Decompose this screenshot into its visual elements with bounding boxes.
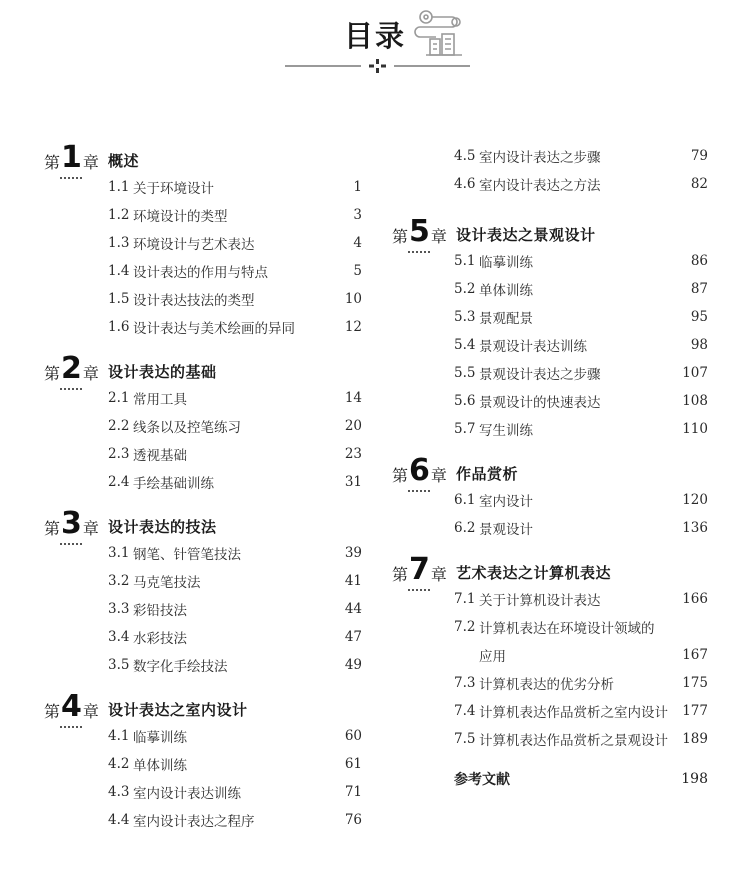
entry-title: 室内设计表达之步骤 bbox=[479, 150, 601, 166]
chapter-title: 概述 bbox=[108, 152, 140, 170]
entry-number: 3.5 bbox=[108, 657, 130, 673]
entry-page: 49 bbox=[344, 657, 362, 673]
entry-title: 应用 bbox=[479, 649, 506, 665]
toc-entry[interactable] bbox=[44, 750, 362, 778]
entry-title: 关于环境设计 bbox=[133, 181, 214, 197]
toc-entry[interactable] bbox=[392, 247, 708, 275]
entry-page: 189 bbox=[682, 731, 708, 747]
entry-page: 60 bbox=[344, 728, 362, 744]
chapter-prefix: 第 bbox=[392, 565, 409, 584]
entry-page: 44 bbox=[344, 601, 362, 617]
entry-number: 1.1 bbox=[108, 179, 130, 195]
entry-number: 3.4 bbox=[108, 629, 130, 645]
toc-entry[interactable] bbox=[44, 257, 362, 285]
chapter-prefix: 第 bbox=[392, 466, 409, 485]
chapter-title: 设计表达的技法 bbox=[108, 518, 217, 536]
toc-entry[interactable] bbox=[392, 641, 708, 669]
entry-number: 5.5 bbox=[454, 365, 476, 381]
toc-entry[interactable] bbox=[44, 468, 362, 496]
entry-title: 设计表达的作用与特点 bbox=[133, 265, 268, 281]
toc-entry[interactable] bbox=[392, 613, 708, 641]
entry-number: 1.6 bbox=[108, 319, 130, 335]
entry-page: 177 bbox=[682, 703, 708, 719]
entry-number: 7.2 bbox=[454, 619, 476, 635]
entry-title: 计算机表达作品赏析之室内设计 bbox=[479, 705, 668, 721]
entry-title: 景观设计表达训练 bbox=[479, 339, 587, 355]
chapter-number-label bbox=[44, 140, 108, 175]
chapter-heading[interactable] bbox=[392, 552, 708, 585]
chapter-number: 6 bbox=[409, 453, 430, 488]
toc-entry[interactable] bbox=[392, 415, 708, 443]
entry-title: 彩铅技法 bbox=[133, 603, 187, 619]
entry-page: 4 bbox=[353, 235, 362, 251]
entry-page: 98 bbox=[690, 337, 708, 353]
references-entry[interactable] bbox=[392, 765, 708, 793]
chapter-suffix: 章 bbox=[82, 519, 99, 538]
entry-title: 临摹训练 bbox=[479, 255, 533, 271]
toc-entry[interactable] bbox=[392, 303, 708, 331]
toc-entry[interactable] bbox=[44, 539, 362, 567]
toc-entry[interactable] bbox=[44, 567, 362, 595]
entry-page: 5 bbox=[353, 263, 362, 279]
chapter-heading[interactable] bbox=[392, 453, 708, 486]
chapter-dots bbox=[408, 490, 430, 492]
entry-page: 95 bbox=[690, 309, 708, 325]
chapter-3 bbox=[44, 506, 362, 679]
entry-title: 数字化手绘技法 bbox=[133, 659, 228, 675]
chapter-6 bbox=[392, 453, 708, 542]
entry-page: 120 bbox=[682, 492, 708, 508]
chapter-suffix: 章 bbox=[82, 153, 99, 172]
entry-title: 景观设计的快速表达 bbox=[479, 395, 601, 411]
chapter-number-label bbox=[44, 689, 108, 724]
entry-title: 线条以及控笔练习 bbox=[133, 420, 241, 436]
chapter-5 bbox=[392, 214, 708, 443]
chapter-heading[interactable] bbox=[44, 689, 362, 722]
chapter-2 bbox=[44, 351, 362, 496]
entry-page: 20 bbox=[344, 418, 362, 434]
entry-page: 23 bbox=[344, 446, 362, 462]
entry-page: 3 bbox=[353, 207, 362, 223]
entry-title: 环境设计的类型 bbox=[133, 209, 228, 225]
entry-page: 86 bbox=[690, 253, 708, 269]
toc-entry[interactable] bbox=[392, 669, 708, 697]
entry-title: 计算机表达作品赏析之景观设计 bbox=[479, 733, 668, 749]
toc-entry[interactable] bbox=[44, 440, 362, 468]
entry-page: 79 bbox=[690, 148, 708, 164]
toc-entry[interactable] bbox=[44, 623, 362, 651]
entry-title: 景观配景 bbox=[479, 311, 533, 327]
chapter-title: 作品赏析 bbox=[456, 465, 519, 483]
title-divider bbox=[285, 58, 470, 74]
entry-number: 2.1 bbox=[108, 390, 130, 406]
entry-title: 室内设计表达之方法 bbox=[479, 178, 601, 194]
toc-entry[interactable] bbox=[392, 387, 708, 415]
entry-page: 175 bbox=[682, 675, 708, 691]
entry-number: 4.3 bbox=[108, 784, 130, 800]
chapter-number-label bbox=[44, 351, 108, 386]
chapter-prefix: 第 bbox=[44, 153, 61, 172]
toc-entry[interactable] bbox=[44, 384, 362, 412]
chapter-number-label bbox=[392, 214, 456, 249]
chapter-heading[interactable] bbox=[44, 506, 362, 539]
toc-entry[interactable] bbox=[44, 595, 362, 623]
entry-page: 41 bbox=[344, 573, 362, 589]
entry-title: 景观设计表达之步骤 bbox=[479, 367, 601, 383]
chapter-suffix: 章 bbox=[82, 702, 99, 721]
entry-page: 107 bbox=[682, 365, 708, 381]
entry-number: 5.7 bbox=[454, 421, 476, 437]
chapter-number-label bbox=[392, 552, 456, 587]
entry-page: 39 bbox=[344, 545, 362, 561]
chapter-4 bbox=[44, 689, 362, 834]
chapter-number: 3 bbox=[61, 506, 82, 541]
entry-page: 61 bbox=[344, 756, 362, 772]
chapter-title: 设计表达的基础 bbox=[108, 363, 217, 381]
toc-entry[interactable] bbox=[44, 806, 362, 834]
entry-number: 2.4 bbox=[108, 474, 130, 490]
entry-title: 室内设计表达训练 bbox=[133, 786, 241, 802]
entry-number: 4.1 bbox=[108, 728, 130, 744]
entry-page: 108 bbox=[682, 393, 708, 409]
entry-title: 设计表达技法的类型 bbox=[133, 293, 255, 309]
entry-page: 76 bbox=[344, 812, 362, 828]
entry-title: 临摹训练 bbox=[133, 730, 187, 746]
entry-page: 1 bbox=[353, 179, 362, 195]
references-title: 参考文献 bbox=[454, 772, 510, 788]
chapter-title: 设计表达之室内设计 bbox=[108, 701, 248, 719]
entry-number: 2.3 bbox=[108, 446, 130, 462]
entry-page: 167 bbox=[682, 647, 708, 663]
chapter-dots bbox=[408, 251, 430, 253]
toc-entry[interactable] bbox=[392, 486, 708, 514]
entry-title: 环境设计与艺术表达 bbox=[133, 237, 255, 253]
entry-title: 计算机表达的优劣分析 bbox=[479, 677, 614, 693]
toc-entry[interactable] bbox=[44, 778, 362, 806]
entry-number: 1.3 bbox=[108, 235, 130, 251]
chapter-title: 艺术表达之计算机表达 bbox=[456, 564, 612, 582]
chapter-7 bbox=[392, 552, 708, 753]
entry-title: 计算机表达在环境设计领域的 bbox=[479, 621, 655, 637]
chapter-number-label bbox=[44, 506, 108, 541]
entry-number: 5.3 bbox=[454, 309, 476, 325]
entry-title: 马克笔技法 bbox=[133, 575, 201, 591]
chapter-prefix: 第 bbox=[392, 227, 409, 246]
entry-number: 5.2 bbox=[454, 281, 476, 297]
entry-page: 10 bbox=[344, 291, 362, 307]
entry-number: 1.5 bbox=[108, 291, 130, 307]
chapter-4-continued bbox=[392, 142, 708, 198]
entry-number: 6.1 bbox=[454, 492, 476, 508]
entry-number: 7.1 bbox=[454, 591, 476, 607]
chapter-heading[interactable] bbox=[44, 351, 362, 384]
entry-number: 3.3 bbox=[108, 601, 130, 617]
entry-page: 14 bbox=[344, 390, 362, 406]
entry-number: 1.2 bbox=[108, 207, 130, 223]
entry-page: 47 bbox=[344, 629, 362, 645]
entry-title: 室内设计 bbox=[479, 494, 533, 510]
toc-entry[interactable] bbox=[392, 725, 708, 753]
chapter-number-label bbox=[392, 453, 456, 488]
entry-title: 单体训练 bbox=[133, 758, 187, 774]
chapter-dots bbox=[408, 589, 430, 591]
chapter-dots bbox=[60, 388, 82, 390]
entry-title: 室内设计表达之程序 bbox=[133, 814, 255, 830]
entry-page: 110 bbox=[682, 421, 708, 437]
chapter-prefix: 第 bbox=[44, 519, 61, 538]
toc-entry[interactable] bbox=[44, 173, 362, 201]
entry-number: 7.3 bbox=[454, 675, 476, 691]
city-map-icon bbox=[412, 8, 464, 58]
toc-entry[interactable] bbox=[392, 359, 708, 387]
entry-number: 4.4 bbox=[108, 812, 130, 828]
entry-title: 单体训练 bbox=[479, 283, 533, 299]
chapter-number: 7 bbox=[409, 552, 430, 587]
toc-entry[interactable] bbox=[392, 170, 708, 198]
toc-entry[interactable] bbox=[44, 229, 362, 257]
chapter-number: 2 bbox=[61, 351, 82, 386]
entry-number: 4.2 bbox=[108, 756, 130, 772]
entry-title: 景观设计 bbox=[479, 522, 533, 538]
chapter-dots bbox=[60, 726, 82, 728]
chapter-dots bbox=[60, 543, 82, 545]
toc-entry[interactable] bbox=[44, 285, 362, 313]
entry-page: 31 bbox=[344, 474, 362, 490]
entry-title: 写生训练 bbox=[479, 423, 533, 439]
chapter-suffix: 章 bbox=[430, 565, 447, 584]
toc-entry[interactable] bbox=[392, 514, 708, 542]
entry-title: 水彩技法 bbox=[133, 631, 187, 647]
chapter-1 bbox=[44, 140, 362, 341]
entry-title: 手绘基础训练 bbox=[133, 476, 214, 492]
toc-entry[interactable] bbox=[44, 313, 362, 341]
entry-title: 关于计算机设计表达 bbox=[479, 593, 601, 609]
toc-entry[interactable] bbox=[392, 697, 708, 725]
entry-number: 7.5 bbox=[454, 731, 476, 747]
chapter-number: 1 bbox=[61, 140, 82, 175]
chapter-suffix: 章 bbox=[430, 466, 447, 485]
chapter-suffix: 章 bbox=[430, 227, 447, 246]
entry-number: 5.4 bbox=[454, 337, 476, 353]
toc-left-column bbox=[44, 140, 362, 844]
entry-number: 5.6 bbox=[454, 393, 476, 409]
entry-page: 87 bbox=[690, 281, 708, 297]
entry-title: 常用工具 bbox=[133, 392, 187, 408]
entry-page: 166 bbox=[682, 591, 708, 607]
entry-number: 5.1 bbox=[454, 253, 476, 269]
toc-entry[interactable] bbox=[44, 412, 362, 440]
entry-title: 透视基础 bbox=[133, 448, 187, 464]
entry-title: 设计表达与美术绘画的异同 bbox=[133, 321, 295, 337]
toc-entry[interactable] bbox=[392, 275, 708, 303]
entry-number: 2.2 bbox=[108, 418, 130, 434]
toc-right-column bbox=[392, 142, 708, 793]
entry-number: 3.1 bbox=[108, 545, 130, 561]
toc-entry[interactable] bbox=[44, 722, 362, 750]
entry-page: 82 bbox=[690, 176, 708, 192]
chapter-heading[interactable] bbox=[44, 140, 362, 173]
toc-entry[interactable] bbox=[392, 142, 708, 170]
chapter-prefix: 第 bbox=[44, 702, 61, 721]
chapter-dots bbox=[60, 177, 82, 179]
entry-number: 3.2 bbox=[108, 573, 130, 589]
entry-number: 4.5 bbox=[454, 148, 476, 164]
entry-number: 6.2 bbox=[454, 520, 476, 536]
entry-page: 71 bbox=[344, 784, 362, 800]
entry-page: 12 bbox=[344, 319, 362, 335]
chapter-suffix: 章 bbox=[82, 364, 99, 383]
entry-number: 1.4 bbox=[108, 263, 130, 279]
toc-entry[interactable] bbox=[44, 201, 362, 229]
chapter-number: 5 bbox=[409, 214, 430, 249]
toc-entry[interactable] bbox=[392, 331, 708, 359]
entry-page: 136 bbox=[682, 520, 708, 536]
page-title: 目录 bbox=[343, 19, 406, 53]
chapter-number: 4 bbox=[61, 689, 82, 724]
entry-number: 7.4 bbox=[454, 703, 476, 719]
entry-number: 4.6 bbox=[454, 176, 476, 192]
toc-entry[interactable] bbox=[392, 585, 708, 613]
chapter-heading[interactable] bbox=[392, 214, 708, 247]
toc-entry[interactable] bbox=[44, 651, 362, 679]
chapter-prefix: 第 bbox=[44, 364, 61, 383]
entry-title: 钢笔、针管笔技法 bbox=[133, 547, 241, 563]
references-page: 198 bbox=[681, 771, 708, 787]
chapter-title: 设计表达之景观设计 bbox=[456, 226, 596, 244]
